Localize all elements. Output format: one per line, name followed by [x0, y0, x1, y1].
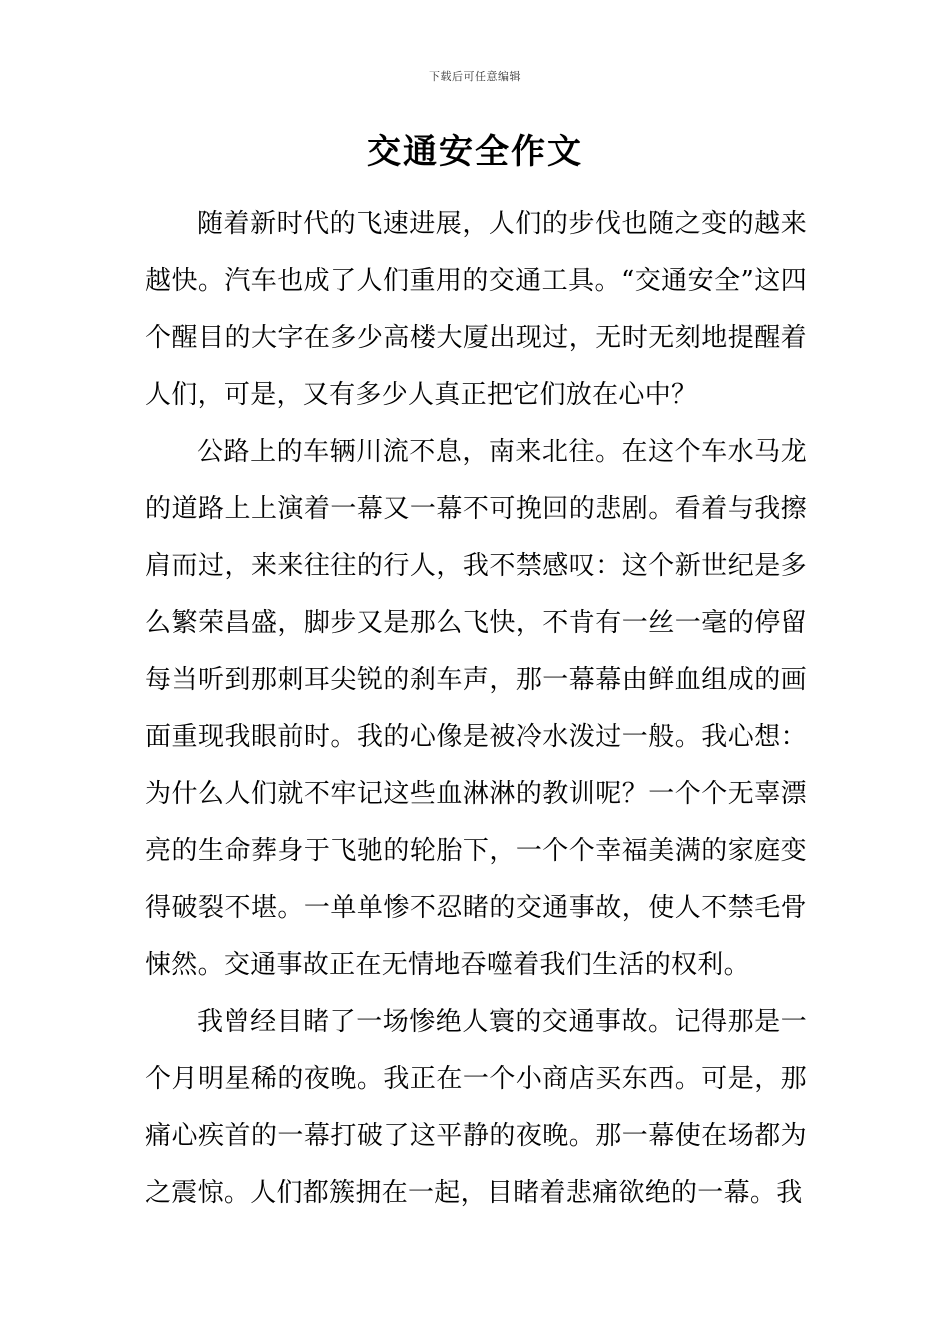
paragraph-2: 公路上的车辆川流不息，南来北往。在这个车水马龙的道路上上演着一幕又一幕不可挽回的悲剧。看着与我擦肩而过，来来往往的行人，我不禁感叹：这个新世纪是多么繁荣昌盛，脚步又是那么飞快，不肯有一丝一毫的停留每当听到那刺耳尖锐的刹车声，那一幕幕由鲜血组成的画面重现我眼前时。我的心像是被冷水泼过一般。我心想：为什么人们就不牢记这些血淋淋的教训呢？一个个无辜漂亮的生命葬身于飞驰的轮胎下，一个个幸福美满的家庭变得破裂不堪。一单单惨不忍睹的交通事故，使人不禁毛骨悚然。交通事故正在无情地吞噬着我们生活的权利。 — [145, 437, 807, 980]
header-note: 下载后可任意编辑 — [429, 70, 521, 83]
paragraph-1: 随着新时代的飞速进展，人们的步伐也随之变的越来越快。汽车也成了人们重用的交通工具。“交通安全”这四个醒目的大字在多少高楼大厦出现过，无时无刻地提醒着人们，可是，又有多少人真正把它们放在心中？ — [145, 209, 807, 410]
document-body — [145, 196, 807, 1222]
paragraph-3: 我曾经目睹了一场惨绝人寰的交通事故。记得那是一个月明星稀的夜晚。我正在一个小商店买东西。可是，那痛心疾首的一幕打破了这平静的夜晚。那一幕使在场都为之震惊。人们都簇拥在一起，目睹着悲痛欲绝的一幕。我 — [145, 1007, 807, 1208]
document-title: 交通安全作文 — [367, 132, 583, 172]
